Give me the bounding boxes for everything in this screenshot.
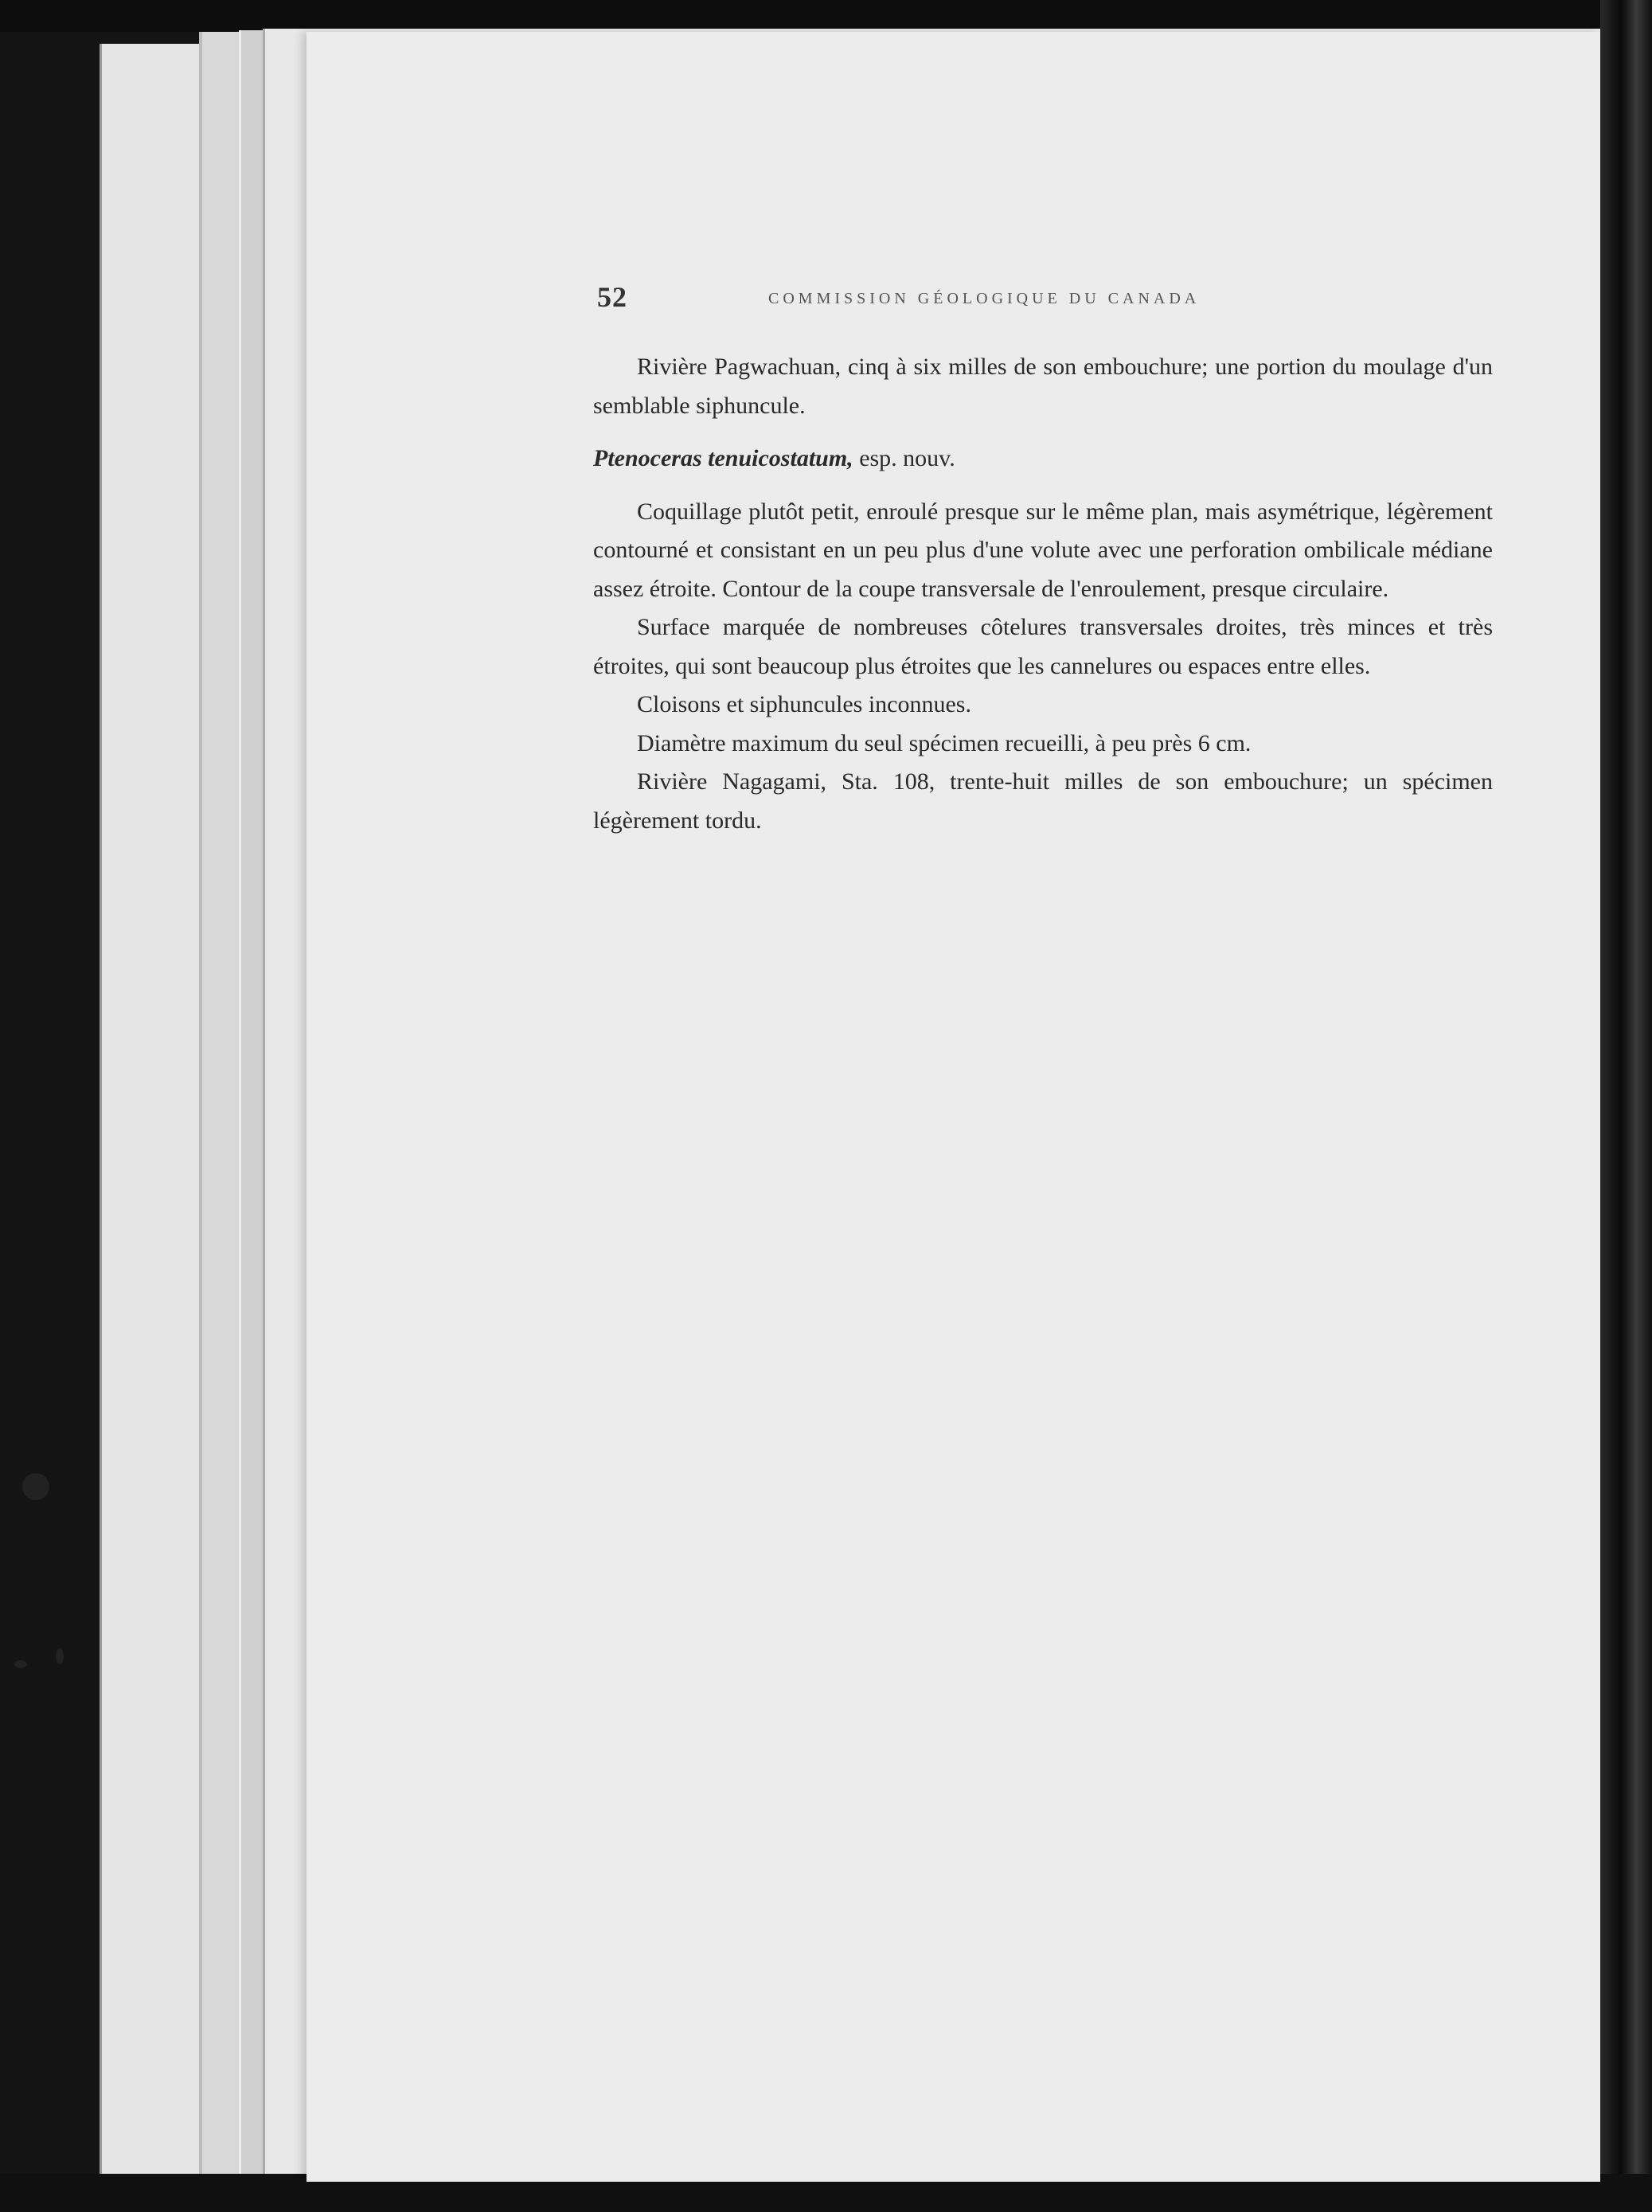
- paragraph: Coquillage plutôt petit, enroulé presque sur le même plan, mais asymétrique, légèrement contourné et consistant en un peu plus d'une volute avec une perforation ombilicale médiane assez étroite. Contour de la coupe transversale de l'enroulement, presque circulaire.: [593, 498, 1493, 602]
- scan-top-border: [0, 0, 1652, 32]
- paragraph: Cloisons et siphuncules inconnues.: [637, 691, 971, 717]
- scan-blemish: [14, 1660, 27, 1668]
- scan-right-border: [1600, 0, 1652, 2212]
- species-note: esp. nouv.: [853, 445, 955, 471]
- page-body: [593, 348, 1493, 840]
- paragraph: Rivière Nagagami, Sta. 108, trente-huit milles de son embouchure; un spécimen légèrement tordu.: [593, 768, 1493, 834]
- species-name: Ptenoceras tenuicostatum,: [593, 445, 853, 471]
- species-heading: [593, 440, 1493, 479]
- paragraph: Surface marquée de nombreuses côtelures transversales droites, très minces et très étroites, qui sont beaucoup plus étroites que les cannelures ou espaces entre elles.: [593, 614, 1493, 679]
- running-head: COMMISSION GÉOLOGIQUE DU CANADA: [768, 290, 1201, 307]
- paragraph: Diamètre maximum du seul spécimen recueilli, à peu près 6 cm.: [637, 729, 1252, 756]
- paragraph: Rivière Pagwachuan, cinq à six milles de son embouchure; une portion du moulage d'un semblable siphuncule.: [593, 354, 1493, 419]
- scan-blemish: [56, 1648, 64, 1664]
- page-number: 52: [597, 281, 627, 313]
- scan-blemish: [22, 1473, 49, 1500]
- page-header: [597, 280, 1497, 320]
